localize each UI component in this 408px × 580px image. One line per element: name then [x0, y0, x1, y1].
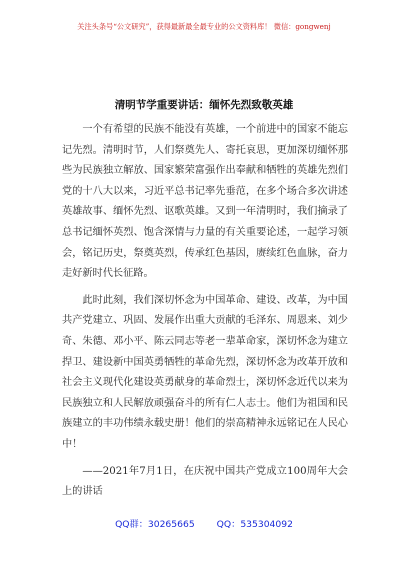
document-body — [62, 120, 348, 503]
paragraph-intro: 一个有希望的民族不能没有英雄，一个前进中的国家不能忘记先烈。清明时节，人们祭奠先人、寄托哀思，更加深切缅怀那些为民族独立解放、国家繁荣富强作出奉献和牺牲的英雄先烈们党的十八大以来，习近平总书记率先垂范，在多个场合多次讲述英雄故事、缅怀先烈、讴歌英雄。又到一年清明时，我们摘录了总书记缅怀英烈、饱含深情与力量的有关重要论述，一起学习领会，铭记历史，祭奠英烈，传承红色基因，赓续红色血脉，奋力走好新时代长征路。 — [62, 124, 348, 280]
document-title: 清明节学重要讲话：缅怀先烈致敬英雄 — [114, 99, 294, 111]
qq-link[interactable]: QQ：535304092 — [216, 519, 293, 530]
footer-contact — [0, 516, 408, 530]
paragraph-source: ——2021年7月1日，在庆祝中国共产党成立100周年大会上的讲话 — [62, 465, 348, 498]
paragraph-quote: 此时此刻，我们深切怀念为中国革命、建设、改革，为中国共产党建立、巩固、发展作出重大贡献的毛泽东、周恩来、刘少奇、朱德、邓小平、陈云同志等老一辈革命家，深切怀念为建立捍卫、建设新中国英勇牺牲的革命先烈，深切怀念为改革开放和社会主义现代化建设英勇献身的革命烈士，深切怀念近代以来为民族独立和人民解放顽强奋斗的所有仁人志士。他们为祖国和民族建立的丰功伟绩永载史册！他们的崇高精神永远铭记在人民心中！ — [62, 294, 348, 450]
qq-group-link[interactable]: QQ群：30265665 — [115, 519, 195, 530]
header-banner: 关注头条号“公文研究”，获得最新最全最专业的公文资料库！ 微信：gongwenj — [77, 22, 331, 31]
